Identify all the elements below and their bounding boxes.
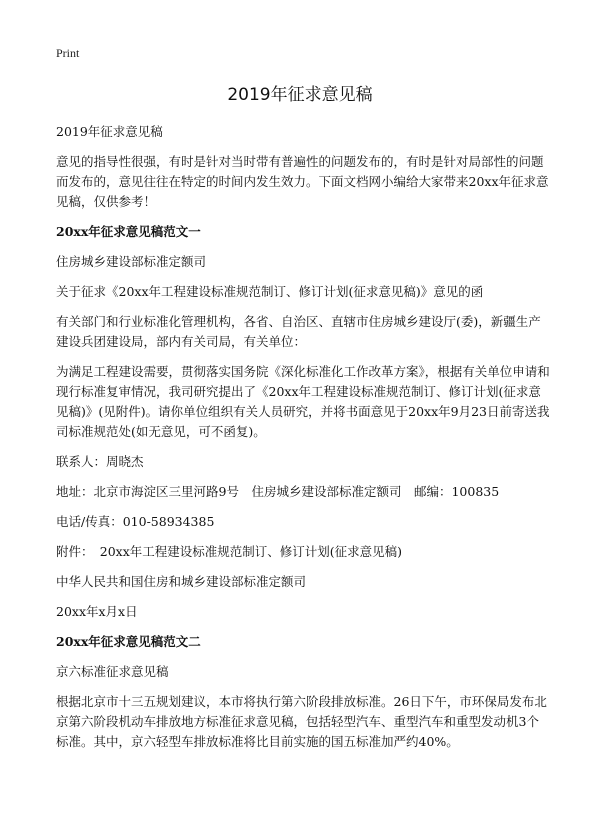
paragraph-standard-body: 根据北京市十三五规划建议，本市将执行第六阶段排放标准。26日下午，市环保局发布北京第六阶段机动车排放地方标准征求意见稿，包括轻型汽车、重型汽车和重型发动机3个标准。其中，京六轻型车排放标准将比目前实施的国五标准加严约40%。: [56, 694, 547, 749]
document-body: [56, 122, 550, 762]
paragraph-intro: 意见的指导性很强，有时是针对当时带有普遍性的问题发布的，有时是针对局部性的问题而发布的，意见往往在特定的时间内发生效力。下面文档网小编给大家带来20xx年征求意见稿，仅供参考！: [56, 154, 549, 209]
paragraph-address: 地址：北京市海淀区三里河路9号 住房城乡建设部标准定额司 邮编：100835: [56, 484, 500, 499]
print-label: Print: [56, 46, 80, 60]
paragraph-issuer: 住房城乡建设部标准定额司: [56, 254, 207, 269]
paragraph-letter-title: 关于征求《20xx年工程建设标准规范制订、修订计划(征求意见稿)》意见的函: [56, 284, 484, 299]
paragraph-standard-title: 京六标准征求意见稿: [56, 664, 169, 679]
section-heading-sample-two: 20xx年征求意见稿范文二: [56, 634, 201, 649]
paragraph-date: 20xx年x月x日: [56, 604, 138, 619]
paragraph-phone: 电话/传真：010-58934385: [56, 514, 215, 529]
paragraph-contact: 联系人：周晓杰: [56, 454, 144, 469]
paragraph-signature: 中华人民共和国住房和城乡建设部标准定额司: [56, 574, 307, 589]
document-title: 2019年征求意见稿: [227, 85, 373, 105]
section-heading-sample-one: 20xx年征求意见稿范文一: [56, 224, 201, 239]
paragraph-attachment: 附件： 20xx年工程建设标准规范制订、修订计划(征求意见稿): [56, 544, 403, 559]
paragraph-recipients: 有关部门和行业标准化管理机构，各省、自治区、直辖市住房城乡建设厅(委)，新疆生产建设兵团建设局，部内有关司局，有关单位：: [56, 314, 541, 349]
paragraph-intro-title: 2019年征求意见稿: [56, 124, 163, 139]
paragraph-letter-body: 为满足工程建设需要，贯彻落实国务院《深化标准化工作改革方案》，根据有关单位申请和现行标准复审情况，我司研究提出了《20xx年工程建设标准规范制订、修订计划(征求意见稿)》(见附件)。请你单位组织有关人员研究，并将书面意见于20xx年9月23日前寄送我司标准规范处(如无意见，可不函复)。: [56, 364, 550, 439]
